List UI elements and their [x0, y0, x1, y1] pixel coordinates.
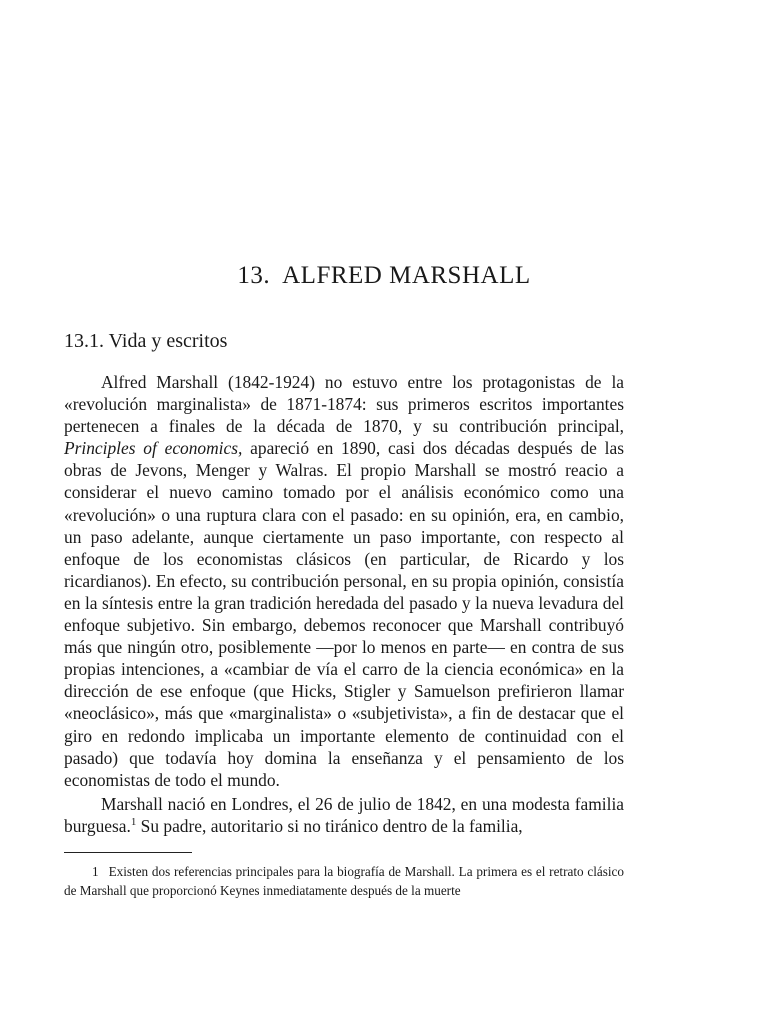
footnote-number: 1	[92, 864, 99, 879]
book-title: Principles of economics,	[64, 438, 243, 459]
paragraph-text: Alfred Marshall (1842-1924) no estuvo entre los protagonistas de la «revolución marginalista» de 1871-1874: sus primeros escritos importantes pertenecen a finales de la década de 1870, y su contribución principal,	[64, 372, 624, 437]
paragraph	[64, 371, 624, 791]
footnote-text: Existen dos referencias principales para la biografía de Marshall. La primera es el retrato clásico de Marshall que proporcionó Keynes inmediatamente después de la muerte	[64, 864, 624, 898]
footnote-reference[interactable]: 1	[130, 816, 137, 829]
chapter-title-text: ALFRED MARSHALL	[282, 262, 531, 289]
chapter-number: 13.	[237, 262, 271, 289]
footnote-divider	[64, 852, 192, 853]
footnote	[64, 862, 624, 900]
body-text	[64, 371, 624, 837]
section-title: 13.1. Vida y escritos	[64, 330, 228, 352]
chapter-title	[0, 262, 768, 290]
paragraph-text: apareció en 1890, casi dos décadas después de las obras de Jevons, Menger y Walras. El propio Marshall se mostró reacio a considerar el nuevo camino tomado por el análisis económico como una «revolución» o una ruptura clara con el pasado: en su opinión, era, en cambio, un paso adelante, aunque ciertamente un paso importante, con respecto al enfoque de los economistas clásicos (en particular, de Ricardo y los ricardianos). En efecto, su contribución personal, en su propia opinión, consistía en la síntesis entre la gran tradición heredada del pasado y la nueva levadura del enfoque subjetivo. Sin embargo, debemos reconocer que Marshall contribuyó más que ningún otro, posiblemente —por lo menos en parte— en contra de sus propias intenciones, a «cambiar de vía el carro de la ciencia económica» en la dirección de ese enfoque (que Hicks, Stigler y Samuelson prefirieron llamar «neoclásico», más que «marginalista» o «subjetivista», a fin de destacar que el giro en redondo implicaba un importante elemento de continuidad con el pasado) que todavía hoy domina la enseñanza y el pensamiento de los economistas de todo el mundo.	[64, 438, 624, 790]
paragraph-text: Marshall nació en Londres, el 26 de julio de 1842, en una modesta familia burguesa.	[64, 793, 624, 836]
paragraph-text: Su padre, autoritario si no tiránico dentro de la familia,	[136, 815, 523, 836]
paragraph	[64, 793, 624, 837]
